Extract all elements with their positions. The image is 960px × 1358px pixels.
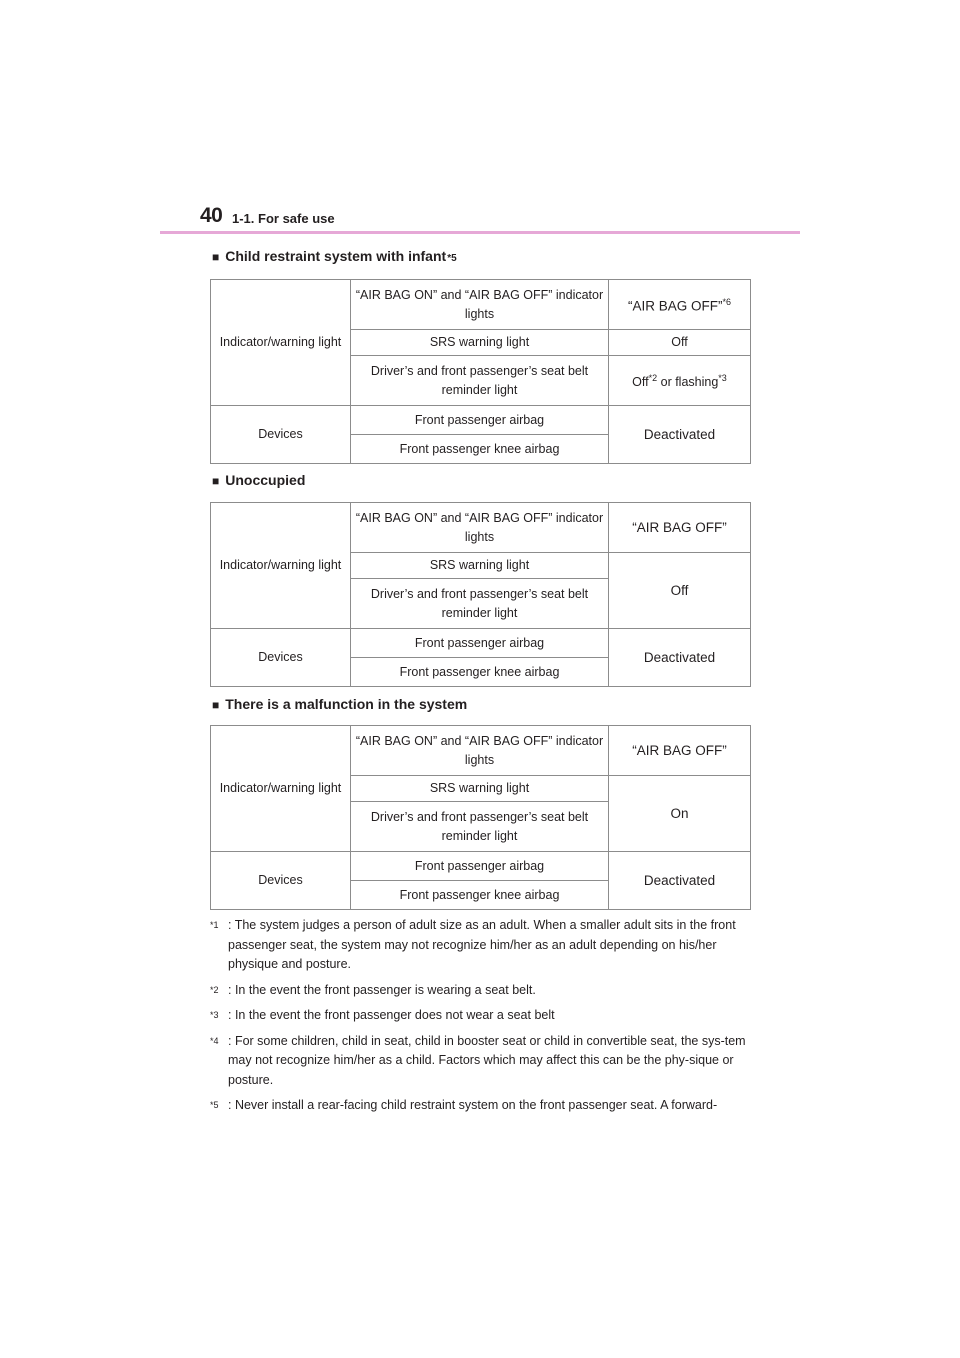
srs-warning-label: SRS warning light <box>351 776 609 802</box>
square-bullet-icon: ■ <box>212 698 220 712</box>
devices-label: Devices <box>211 406 351 464</box>
footnotes <box>210 916 755 1122</box>
warning-lights-value: Off <box>609 553 751 629</box>
airbag-indicator-label: “AIR BAG ON” and “AIR BAG OFF” indicator lights <box>351 726 609 776</box>
warning-lights-value: On <box>609 776 751 852</box>
airbag-indicator-label: “AIR BAG ON” and “AIR BAG OFF” indicator lights <box>351 280 609 330</box>
section-heading-text: Child restraint system with infant <box>225 248 447 264</box>
footnote-ref: *5 <box>447 253 457 264</box>
unoccupied-status-table <box>210 502 751 687</box>
airbag-indicator-label: “AIR BAG ON” and “AIR BAG OFF” indicator lights <box>351 503 609 553</box>
devices-label: Devices <box>211 629 351 687</box>
airbag-indicator-value: “AIR BAG OFF” <box>609 503 751 553</box>
footnote-4: $^{*4}$ : For some children, child in seat, child in booster seat or child in convertible seat, the sys-tem may not recognize him/her as a child. Factors which may affect this can be the phy-sique or posture. <box>210 1033 746 1087</box>
knee-airbag-label: Front passenger knee airbag <box>351 881 609 910</box>
seat-belt-reminder-label: Driver’s and front passenger’s seat belt reminder light <box>351 802 609 852</box>
knee-airbag-label: Front passenger knee airbag <box>351 435 609 464</box>
section-heading-text: There is a malfunction in the system <box>225 696 468 712</box>
square-bullet-icon: ■ <box>212 474 220 488</box>
infant-status-table <box>210 279 751 464</box>
front-passenger-airbag-label: Front passenger airbag <box>351 852 609 881</box>
seat-belt-reminder-label: Driver’s and front passenger’s seat belt reminder light <box>351 356 609 406</box>
footnote-3: $^{*3}$ : In the event the front passenger does not wear a seat belt <box>210 1008 555 1022</box>
malfunction-status-table <box>210 725 751 910</box>
section-heading-unoccupied <box>212 472 305 488</box>
section-heading-malfunction <box>212 696 467 712</box>
page-header <box>160 204 800 236</box>
seat-belt-reminder-value: Off$^{*2}$ or flashing$^{*3}$ <box>609 356 751 406</box>
knee-airbag-label: Front passenger knee airbag <box>351 658 609 687</box>
indicator-warning-label: Indicator/warning light <box>211 280 351 406</box>
seat-belt-reminder-label: Driver’s and front passenger’s seat belt reminder light <box>351 579 609 629</box>
indicator-warning-label: Indicator/warning light <box>211 503 351 629</box>
devices-value: Deactivated <box>609 406 751 464</box>
footnote-2: $^{*2}$ : In the event the front passenger is wearing a seat belt. <box>210 982 536 997</box>
devices-value: Deactivated <box>609 629 751 687</box>
header-rule <box>160 231 800 234</box>
devices-value: Deactivated <box>609 852 751 910</box>
front-passenger-airbag-label: Front passenger airbag <box>351 629 609 658</box>
devices-label: Devices <box>211 852 351 910</box>
srs-warning-label: SRS warning light <box>351 553 609 579</box>
footnote-5: $^{*5}$ : Never install a rear-facing child restraint system on the front passenger seat. A forward- <box>210 1098 718 1112</box>
indicator-warning-label: Indicator/warning light <box>211 726 351 852</box>
section-heading-text: Unoccupied <box>225 472 306 488</box>
airbag-indicator-value: “AIR BAG OFF”$^{*6}$ <box>609 280 751 330</box>
srs-warning-value: Off <box>609 330 751 356</box>
page-number: 40 <box>200 204 223 227</box>
front-passenger-airbag-label: Front passenger airbag <box>351 406 609 435</box>
airbag-indicator-value: “AIR BAG OFF” <box>609 726 751 776</box>
section-title: 1-1. For safe use <box>232 211 335 226</box>
section-heading-infant <box>212 248 457 264</box>
footnote-1: $^{*1}$ : The system judges a person of adult size as an adult. When a smaller adult sits in the front passenger seat, the system may not recognize him/her as an adult depending on his/her physique and posture. <box>210 918 736 971</box>
srs-warning-label: SRS warning light <box>351 330 609 356</box>
square-bullet-icon: ■ <box>212 250 220 264</box>
